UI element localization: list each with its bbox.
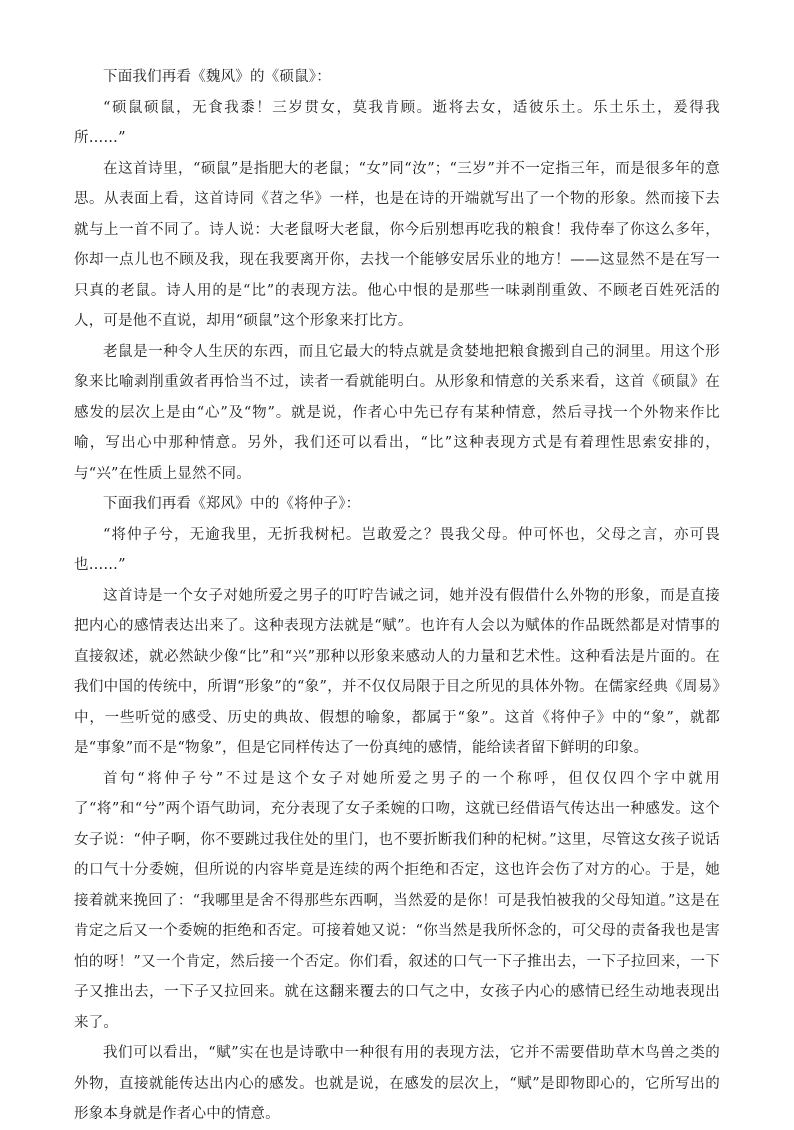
paragraph-conclusion: 我们可以看出，“赋”实在也是诗歌中一种很有用的表现方法，它并不需要借助草木鸟兽之类的外物，直接就能传达出内心的感发。也就是说，在感发的层次上，“赋”是即物即心的，它所写出的形象本身就是作者心中的情意。 — [74, 1045, 720, 1122]
paragraph-analysis-tone: 首句“将仲子兮”不过是这个女子对她所爱之男子的一个称呼，但仅仅四个字中就用了“将”和“兮”两个语气助词，充分表现了女子柔婉的口吻，这就已经借语气传达出一种感发。这个女子说：“仲子啊，你不要跳过我住处的里门，也不要折断我们种的杞树。”这里，尽管这女孩子说话的口气十分委婉，但所说的内容毕竟是连续的两个拒绝和否定，这也许会伤了对方的心。于是，她接着就来挽回了：“我哪里是舍不得那些东西啊，当然爱的是你！可是我怕被我的父母知道。”这是在肯定之后又一个委婉的拒绝和否定。可接着她又说：“你当然是我所怀念的，可父母的责备我也是害怕的呀！”又一个肯定，然后接一个否定。你们看，叙述的口气一下子推出去，一下子拉回来，一下子又推出去，一下子又拉回来。就在这翻来覆去的口气之中，女孩子内心的感情已经生动地表现出来了。 — [74, 770, 720, 1031]
paragraph-quote-shuoshu: “硕鼠硕鼠，无食我黍！三岁贯女，莫我肯顾。逝将去女，适彼乐土。乐土乐土，爰得我所……” — [74, 99, 720, 146]
paragraph-analysis-fu: 这首诗是一个女子对她所爱之男子的叮咛告诫之词，她并没有假借什么外物的形象，而是直接把内心的感情表达出来了。这种表现方法就是“赋”。也许有人会以为赋体的作品既然都是对情事的直接叙述，就必然缺少像“比”和“兴”那种以形象来感动人的力量和艺术性。这种看法是片面的。在我们中国的传统中，所谓“形象”的“象”，并不仅仅局限于目之所见的具体外物。在儒家经典《周易》中，一些听觉的感受、历史的典故、假想的喻象，都属于“象”。这首《将仲子》中的“象”，就都是“事象”而不是“物象”，但是它同样传达了一份真纯的感情，能给读者留下鲜明的印象。 — [74, 587, 720, 756]
paragraph-intro-shuoshu: 下面我们再看《魏风》的《硕鼠》： — [103, 69, 331, 85]
paragraph-quote-jiangzhongzi: “将仲子兮，无逾我里，无折我树杞。岂敢爱之？畏我父母。仲可怀也，父母之言，亦可畏也……” — [74, 526, 720, 573]
paragraph-analysis-bi: 老鼠是一种令人生厌的东西，而且它最大的特点就是贪婪地把粮食搬到自己的洞里。用这个形象来比喻剥削重敛者再恰当不过，读者一看就能明白。从形象和情意的关系来看，这首《硕鼠》在感发的层次上是由“心”及“物”。就是说，作者心中先已存有某种情意，然后寻找一个外物来作比喻，写出心中那种情意。另外，我们还可以看出，“比”这种表现方式是有着理性思索安排的，与“兴”在性质上显然不同。 — [74, 343, 720, 482]
paragraph-analysis-shuoshu: 在这首诗里，“硕鼠”是指肥大的老鼠；“女”同“汝”；“三岁”并不一定指三年，而是很多年的意思。从表面上看，这首诗同《苕之华》一样，也是在诗的开端就写出了一个物的形象。然而接下去就与上一首不同了。诗人说：大老鼠呀大老鼠，你今后别想再吃我的粮食！我侍奉了你这么多年，你却一点儿也不顾及我，现在我要离开你，去找一个能够安居乐业的地方！——这显然不是在写一只真的老鼠。诗人用的是“比”的表现方法。他心中恨的是那些一味剥削重敛、不顾老百姓死活的人，可是他不直说，却用“硕鼠”这个形象来打比方。 — [74, 160, 720, 329]
document-page — [74, 62, 720, 1130]
paragraph-intro-jiangzhongzi: 下面我们再看《郑风》中的《将仲子》： — [103, 496, 361, 512]
